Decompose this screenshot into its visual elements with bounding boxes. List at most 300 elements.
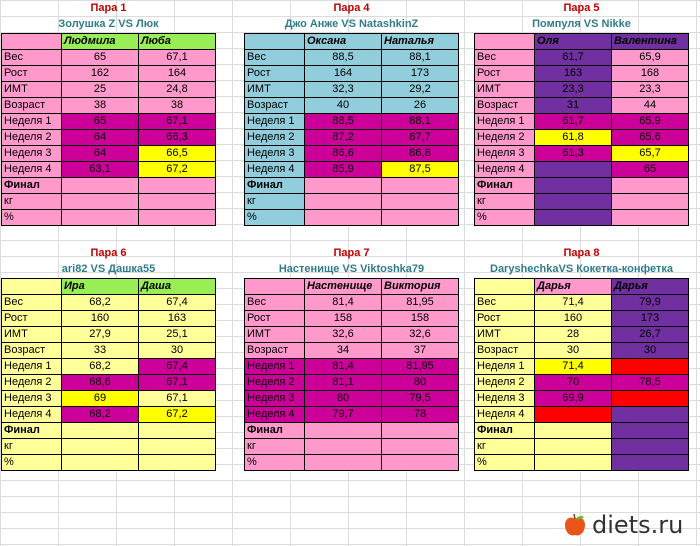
kg-a-cell[interactable] [62, 439, 139, 455]
value-b-cell[interactable]: 163 [139, 311, 216, 327]
table-row [2, 343, 216, 359]
final-row [245, 178, 459, 194]
value-b-cell[interactable]: 67,4 [139, 295, 216, 311]
table-row [245, 311, 459, 327]
value-b-cell[interactable]: 173 [382, 66, 459, 82]
pair-table [244, 278, 459, 471]
value-b-cell[interactable]: 44 [612, 98, 689, 114]
value-a-cell[interactable]: 81,1 [305, 375, 382, 391]
kg-label[interactable]: кг [245, 439, 305, 455]
name-a-cell[interactable]: Оксана [305, 34, 382, 50]
pct-b-cell[interactable] [612, 210, 689, 226]
row-label-cell[interactable]: Неделя 3 [475, 391, 535, 407]
row-label-cell[interactable]: Рост [475, 311, 535, 327]
row-label-cell[interactable]: Вес [475, 50, 535, 66]
kg-row [245, 194, 459, 210]
row-label-cell[interactable]: ИМТ [475, 327, 535, 343]
final-label[interactable]: Финал [475, 423, 535, 439]
row-label-cell[interactable]: Вес [245, 295, 305, 311]
name-b-cell[interactable]: Даша [139, 279, 216, 295]
row-label-cell[interactable]: Вес [2, 50, 62, 66]
pct-row [475, 455, 689, 471]
kg-a-cell[interactable] [62, 194, 139, 210]
final-label[interactable]: Финал [2, 178, 62, 194]
table-row [245, 146, 459, 162]
pct-b-cell[interactable] [382, 210, 459, 226]
table-row [475, 162, 689, 178]
value-b-cell[interactable]: 65,9 [612, 50, 689, 66]
pair-vs-title: Золушка Z VS Люк [58, 18, 159, 30]
table-row [475, 66, 689, 82]
final-row [245, 423, 459, 439]
row-label-cell[interactable]: Вес [245, 50, 305, 66]
value-a-cell[interactable]: 64 [62, 130, 139, 146]
value-b-cell[interactable]: 168 [612, 66, 689, 82]
table-row [245, 295, 459, 311]
value-a-cell[interactable]: 81,4 [305, 359, 382, 375]
final-a-cell[interactable] [62, 423, 139, 439]
table-row [475, 82, 689, 98]
row-label-cell[interactable]: Возраст [475, 98, 535, 114]
table-row [475, 359, 689, 375]
pct-row [2, 210, 216, 226]
final-label[interactable]: Финал [245, 423, 305, 439]
kg-row [2, 439, 216, 455]
kg-b-cell[interactable] [382, 194, 459, 210]
pct-label[interactable]: % [245, 210, 305, 226]
final-a-cell[interactable] [305, 178, 382, 194]
value-b-cell[interactable]: 88,1 [382, 50, 459, 66]
value-a-cell[interactable]: 61,7 [535, 50, 612, 66]
row-label-cell[interactable]: ИМТ [245, 82, 305, 98]
value-b-cell[interactable]: 67,1 [139, 114, 216, 130]
pair-title: Пара 5 [563, 2, 600, 14]
table-header-row [245, 279, 459, 295]
table-row [2, 82, 216, 98]
value-b-cell[interactable]: 80 [382, 375, 459, 391]
row-label-cell[interactable]: Неделя 4 [475, 162, 535, 178]
pair-title: Пара 7 [333, 247, 370, 259]
value-b-cell[interactable]: 65,7 [612, 146, 689, 162]
pct-row [245, 210, 459, 226]
pair-title: Пара 6 [90, 247, 127, 259]
table-header-row [475, 34, 689, 50]
pct-b-cell[interactable] [382, 455, 459, 471]
table-row [245, 407, 459, 423]
table-row [2, 162, 216, 178]
value-a-cell[interactable]: 32,3 [305, 82, 382, 98]
value-a-cell[interactable]: 69 [62, 391, 139, 407]
pct-b-cell[interactable] [139, 210, 216, 226]
value-a-cell[interactable]: 23,3 [535, 82, 612, 98]
value-a-cell[interactable]: 70 [535, 375, 612, 391]
final-label[interactable]: Финал [2, 423, 62, 439]
table-row [475, 146, 689, 162]
value-b-cell[interactable]: 78,5 [612, 375, 689, 391]
header-corner-cell[interactable] [245, 34, 305, 50]
value-b-cell[interactable]: 87,5 [382, 162, 459, 178]
table-header-row [245, 34, 459, 50]
value-a-cell[interactable]: 40 [305, 98, 382, 114]
pair-vs-title: DaryshechkaVS Кокетка-конфетка [490, 263, 673, 275]
kg-b-cell[interactable] [139, 194, 216, 210]
table-row [245, 375, 459, 391]
value-b-cell[interactable]: 87,7 [382, 130, 459, 146]
table-row [475, 295, 689, 311]
value-b-cell[interactable]: 173 [612, 311, 689, 327]
pct-a-cell[interactable] [62, 210, 139, 226]
kg-label[interactable]: кг [2, 439, 62, 455]
value-a-cell[interactable]: 25 [62, 82, 139, 98]
row-label-cell[interactable]: Возраст [245, 98, 305, 114]
value-b-cell[interactable]: 65,6 [612, 130, 689, 146]
value-a-cell[interactable]: 63,1 [62, 162, 139, 178]
value-a-cell[interactable]: 164 [305, 66, 382, 82]
table-row [2, 311, 216, 327]
final-b-cell[interactable] [382, 178, 459, 194]
value-a-cell[interactable]: 88,5 [305, 50, 382, 66]
value-b-cell[interactable]: 86,8 [382, 146, 459, 162]
row-label-cell[interactable]: Рост [2, 311, 62, 327]
pair-table [1, 278, 216, 471]
value-a-cell[interactable]: 158 [305, 311, 382, 327]
table-row [475, 311, 689, 327]
pct-label[interactable]: % [245, 455, 305, 471]
value-b-cell[interactable]: 24,8 [139, 82, 216, 98]
table-row [245, 98, 459, 114]
value-b-cell[interactable]: 67,2 [139, 162, 216, 178]
row-label-cell[interactable]: ИМТ [245, 327, 305, 343]
value-a-cell[interactable]: 65 [62, 114, 139, 130]
pair-title: Пара 4 [333, 2, 370, 14]
pair-vs-title: Помпуля VS Nikke [532, 18, 631, 30]
row-label-cell[interactable]: Неделя 3 [245, 391, 305, 407]
pair-table [474, 33, 689, 226]
final-a-cell[interactable] [535, 423, 612, 439]
value-b-cell[interactable]: 66,3 [139, 130, 216, 146]
value-a-cell[interactable]: 79,7 [305, 407, 382, 423]
value-a-cell[interactable]: 28 [535, 327, 612, 343]
value-b-cell[interactable]: 29,2 [382, 82, 459, 98]
value-a-cell[interactable]: 33 [62, 343, 139, 359]
row-label-cell[interactable]: Возраст [2, 98, 62, 114]
header-corner-cell[interactable] [2, 279, 62, 295]
value-a-cell[interactable] [535, 162, 612, 178]
kg-label[interactable]: кг [2, 194, 62, 210]
row-label-cell[interactable]: Вес [2, 295, 62, 311]
row-label-cell[interactable]: ИМТ [475, 82, 535, 98]
row-label-cell[interactable]: Возраст [475, 343, 535, 359]
pct-row [475, 210, 689, 226]
kg-b-cell[interactable] [612, 194, 689, 210]
row-label-cell[interactable]: ИМТ [2, 82, 62, 98]
value-a-cell[interactable]: 163 [535, 66, 612, 82]
kg-label[interactable]: кг [475, 194, 535, 210]
table-row [245, 50, 459, 66]
kg-b-cell[interactable] [382, 439, 459, 455]
value-b-cell[interactable]: 23,3 [612, 82, 689, 98]
name-b-cell[interactable]: Валентина [612, 34, 689, 50]
table-row [475, 407, 689, 423]
name-a-cell[interactable]: Оля [535, 34, 612, 50]
value-b-cell[interactable]: 158 [382, 311, 459, 327]
kg-b-cell[interactable] [139, 439, 216, 455]
kg-row [475, 439, 689, 455]
table-row [2, 130, 216, 146]
value-a-cell[interactable]: 160 [62, 311, 139, 327]
table-row [2, 66, 216, 82]
row-label-cell[interactable]: Рост [245, 66, 305, 82]
kg-b-cell[interactable] [612, 439, 689, 455]
pair-table [244, 33, 459, 226]
row-label-cell[interactable]: Неделя 1 [475, 114, 535, 130]
value-b-cell[interactable] [612, 391, 689, 407]
final-b-cell[interactable] [139, 178, 216, 194]
value-b-cell[interactable]: 30 [139, 343, 216, 359]
value-a-cell[interactable]: 80 [305, 391, 382, 407]
value-a-cell[interactable]: 81,4 [305, 295, 382, 311]
final-a-cell[interactable] [535, 178, 612, 194]
table-row [475, 114, 689, 130]
table-row [2, 359, 216, 375]
value-a-cell[interactable]: 86,6 [305, 146, 382, 162]
value-b-cell[interactable]: 67,4 [139, 359, 216, 375]
kg-row [2, 194, 216, 210]
final-b-cell[interactable] [382, 423, 459, 439]
kg-label[interactable]: кг [245, 194, 305, 210]
table-row [245, 162, 459, 178]
value-a-cell[interactable]: 68,2 [62, 295, 139, 311]
header-corner-cell[interactable] [475, 279, 535, 295]
table-row [245, 66, 459, 82]
pct-label[interactable]: % [2, 455, 62, 471]
pct-row [2, 455, 216, 471]
row-label-cell[interactable]: Вес [475, 295, 535, 311]
pair-title: Пара 8 [563, 247, 600, 259]
value-b-cell[interactable]: 32,6 [382, 327, 459, 343]
kg-row [475, 194, 689, 210]
name-b-cell[interactable]: Дарья [612, 279, 689, 295]
pair-title: Пара 1 [90, 2, 127, 14]
value-b-cell[interactable] [612, 407, 689, 423]
value-b-cell[interactable]: 79,9 [612, 295, 689, 311]
name-a-cell[interactable]: Настенище [305, 279, 382, 295]
value-b-cell[interactable]: 30 [612, 343, 689, 359]
value-b-cell[interactable]: 67,2 [139, 407, 216, 423]
row-label-cell[interactable]: Неделя 1 [2, 359, 62, 375]
value-b-cell[interactable]: 164 [139, 66, 216, 82]
row-label-cell[interactable]: Неделя 4 [2, 162, 62, 178]
value-a-cell[interactable]: 61,7 [535, 114, 612, 130]
row-label-cell[interactable]: Неделя 1 [2, 114, 62, 130]
value-b-cell[interactable]: 26 [382, 98, 459, 114]
value-a-cell[interactable]: 65 [62, 50, 139, 66]
table-row [475, 391, 689, 407]
value-a-cell[interactable]: 85,9 [305, 162, 382, 178]
name-b-cell[interactable]: Наталья [382, 34, 459, 50]
pct-label[interactable]: % [475, 455, 535, 471]
value-b-cell[interactable]: 67,1 [139, 50, 216, 66]
value-b-cell[interactable]: 65 [612, 162, 689, 178]
kg-a-cell[interactable] [535, 194, 612, 210]
final-b-cell[interactable] [139, 423, 216, 439]
value-a-cell[interactable]: 160 [535, 311, 612, 327]
header-corner-cell[interactable] [2, 34, 62, 50]
row-label-cell[interactable]: Неделя 3 [2, 146, 62, 162]
table-row [2, 407, 216, 423]
row-label-cell[interactable]: Неделя 3 [2, 391, 62, 407]
final-row [2, 178, 216, 194]
value-a-cell[interactable]: 61,3 [535, 146, 612, 162]
value-b-cell[interactable]: 66,5 [139, 146, 216, 162]
value-b-cell[interactable] [612, 359, 689, 375]
value-b-cell[interactable]: 67,1 [139, 375, 216, 391]
value-b-cell[interactable]: 78 [382, 407, 459, 423]
pair-vs-title: Настенище VS Viktoshka79 [278, 263, 425, 275]
apple-icon [562, 512, 588, 538]
value-b-cell[interactable]: 37 [382, 343, 459, 359]
name-a-cell[interactable]: Дарья [535, 279, 612, 295]
value-b-cell[interactable]: 81,95 [382, 295, 459, 311]
kg-a-cell[interactable] [305, 194, 382, 210]
value-a-cell[interactable]: 27,9 [62, 327, 139, 343]
value-a-cell[interactable]: 32,6 [305, 327, 382, 343]
row-label-cell[interactable]: Рост [2, 66, 62, 82]
final-label[interactable]: Финал [475, 178, 535, 194]
pair-table [1, 33, 216, 226]
value-a-cell[interactable]: 31 [535, 98, 612, 114]
final-a-cell[interactable] [305, 423, 382, 439]
value-a-cell[interactable]: 162 [62, 66, 139, 82]
table-row [245, 359, 459, 375]
value-a-cell[interactable]: 68,6 [62, 375, 139, 391]
row-label-cell[interactable]: Возраст [245, 343, 305, 359]
table-row [2, 375, 216, 391]
kg-a-cell[interactable] [535, 439, 612, 455]
final-a-cell[interactable] [62, 178, 139, 194]
header-corner-cell[interactable] [245, 279, 305, 295]
value-a-cell[interactable]: 69,9 [535, 391, 612, 407]
row-label-cell[interactable]: Неделя 4 [245, 162, 305, 178]
row-label-cell[interactable]: Неделя 3 [245, 146, 305, 162]
value-b-cell[interactable]: 79,5 [382, 391, 459, 407]
row-label-cell[interactable]: Неделя 4 [245, 407, 305, 423]
final-label[interactable]: Финал [245, 178, 305, 194]
table-row [245, 130, 459, 146]
row-label-cell[interactable]: Рост [245, 311, 305, 327]
table-row [245, 82, 459, 98]
value-b-cell[interactable]: 88,1 [382, 114, 459, 130]
row-label-cell[interactable]: Неделя 1 [245, 114, 305, 130]
row-label-cell[interactable]: Неделя 2 [245, 130, 305, 146]
table-row [2, 146, 216, 162]
table-row [2, 98, 216, 114]
table-row [2, 50, 216, 66]
name-a-cell[interactable]: Людмила [62, 34, 139, 50]
kg-a-cell[interactable] [305, 439, 382, 455]
pct-row [245, 455, 459, 471]
value-a-cell[interactable]: 87,2 [305, 130, 382, 146]
table-row [475, 327, 689, 343]
pct-a-cell[interactable] [535, 210, 612, 226]
table-header-row [2, 34, 216, 50]
row-label-cell[interactable]: Возраст [2, 343, 62, 359]
pct-a-cell[interactable] [305, 455, 382, 471]
pct-a-cell[interactable] [305, 210, 382, 226]
value-b-cell[interactable]: 38 [139, 98, 216, 114]
table-row [2, 327, 216, 343]
pair-vs-title: ari82 VS Дашка55 [61, 263, 156, 275]
table-header-row [2, 279, 216, 295]
row-label-cell[interactable]: Неделя 2 [245, 375, 305, 391]
pct-a-cell[interactable] [535, 455, 612, 471]
name-b-cell[interactable]: Люба [139, 34, 216, 50]
value-a-cell[interactable]: 34 [305, 343, 382, 359]
row-label-cell[interactable]: Неделя 1 [245, 359, 305, 375]
value-a-cell[interactable]: 61,8 [535, 130, 612, 146]
table-header-row [475, 279, 689, 295]
table-row [475, 375, 689, 391]
value-b-cell[interactable]: 25,1 [139, 327, 216, 343]
value-b-cell[interactable]: 26,7 [612, 327, 689, 343]
kg-label[interactable]: кг [475, 439, 535, 455]
kg-row [245, 439, 459, 455]
value-a-cell[interactable]: 71,4 [535, 359, 612, 375]
table-row [475, 50, 689, 66]
value-b-cell[interactable]: 81,95 [382, 359, 459, 375]
value-a-cell[interactable] [535, 407, 612, 423]
table-row [245, 327, 459, 343]
pct-label[interactable]: % [2, 210, 62, 226]
final-row [475, 178, 689, 194]
table-row [475, 343, 689, 359]
table-row [2, 295, 216, 311]
row-label-cell[interactable]: Неделя 4 [2, 407, 62, 423]
value-a-cell[interactable]: 64 [62, 146, 139, 162]
header-corner-cell[interactable] [475, 34, 535, 50]
pair-vs-title: Джо Анже VS NatashkinZ [284, 18, 419, 30]
pct-label[interactable]: % [475, 210, 535, 226]
row-label-cell[interactable]: ИМТ [2, 327, 62, 343]
value-a-cell[interactable]: 68,2 [62, 407, 139, 423]
value-a-cell[interactable]: 88,5 [305, 114, 382, 130]
row-label-cell[interactable]: Неделя 2 [475, 130, 535, 146]
name-b-cell[interactable]: Виктория [382, 279, 459, 295]
table-row [2, 391, 216, 407]
value-a-cell[interactable]: 68,2 [62, 359, 139, 375]
row-label-cell[interactable]: Неделя 2 [2, 375, 62, 391]
table-row [2, 114, 216, 130]
name-a-cell[interactable]: Ира [62, 279, 139, 295]
final-b-cell[interactable] [612, 423, 689, 439]
value-b-cell[interactable]: 65,9 [612, 114, 689, 130]
row-label-cell[interactable]: Неделя 3 [475, 146, 535, 162]
value-a-cell[interactable]: 30 [535, 343, 612, 359]
value-a-cell[interactable]: 71,4 [535, 295, 612, 311]
pct-b-cell[interactable] [612, 455, 689, 471]
pct-b-cell[interactable] [139, 455, 216, 471]
row-label-cell[interactable]: Неделя 4 [475, 407, 535, 423]
row-label-cell[interactable]: Неделя 1 [475, 359, 535, 375]
pct-a-cell[interactable] [62, 455, 139, 471]
row-label-cell[interactable]: Неделя 2 [2, 130, 62, 146]
table-row [475, 130, 689, 146]
value-b-cell[interactable]: 67,1 [139, 391, 216, 407]
value-a-cell[interactable]: 38 [62, 98, 139, 114]
row-label-cell[interactable]: Рост [475, 66, 535, 82]
final-b-cell[interactable] [612, 178, 689, 194]
row-label-cell[interactable]: Неделя 2 [475, 375, 535, 391]
